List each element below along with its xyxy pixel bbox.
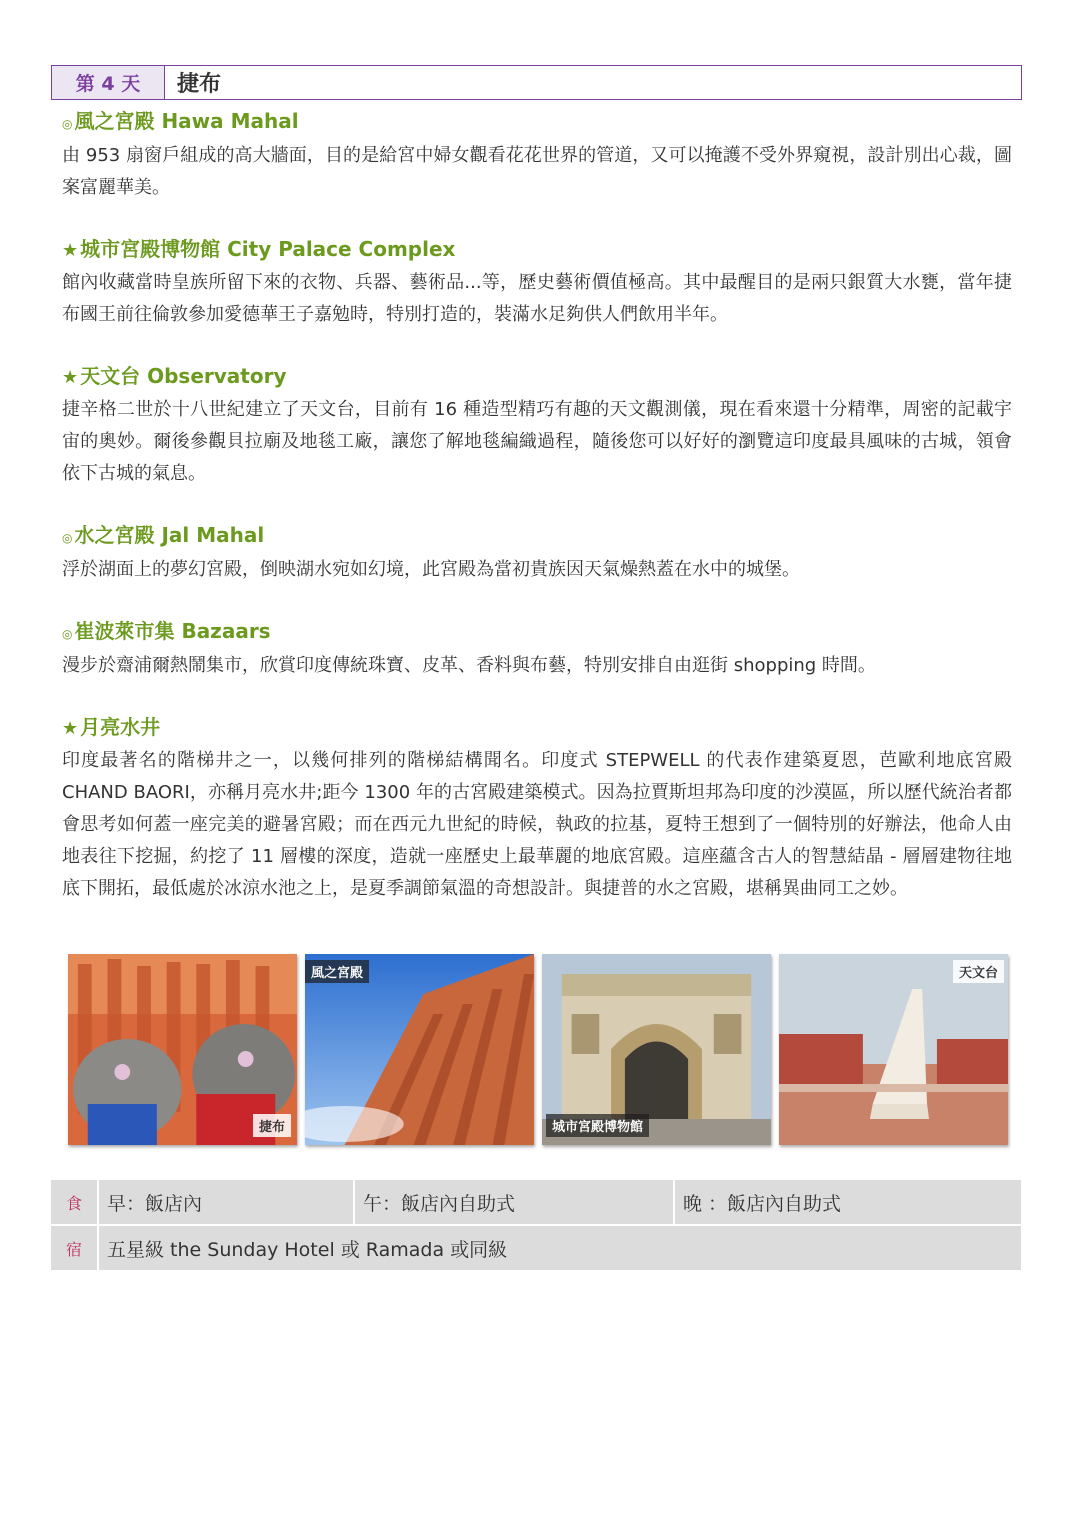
- breakfast-cell: 早：飯店內: [98, 1179, 354, 1225]
- section-title: 崔波萊市集 Bazaars: [74, 619, 271, 643]
- photo-caption: 天文台: [953, 960, 1004, 983]
- section-jal-mahal: [62, 520, 1012, 586]
- meal-lodging-table: [49, 1178, 1023, 1272]
- day-city: 捷布: [177, 72, 222, 97]
- photo-observatory: [779, 954, 1008, 1145]
- photo-hawa-mahal: [305, 954, 534, 1145]
- photo-strip: [68, 954, 1008, 1145]
- lodging-row: [50, 1225, 1022, 1271]
- hotel-cell: 五星級 the Sunday Hotel 或 Ramada 或同級: [98, 1225, 1022, 1271]
- section-bazaars: [62, 616, 1012, 682]
- section-title: 風之宮殿 Hawa Mahal: [74, 109, 299, 133]
- meal-label: 食: [50, 1179, 98, 1225]
- circle-mark-icon: ◎: [62, 627, 73, 641]
- circle-mark-icon: ◎: [62, 531, 73, 545]
- section-body: 漫步於齋浦爾熱鬧集市，欣賞印度傳統珠寶、皮革、香料與布藝，特別安排自由逛街 shopping 時間。: [62, 655, 876, 676]
- section-title: 月亮水井: [80, 715, 161, 739]
- section-title: 天文台 Observatory: [80, 364, 287, 388]
- section-body: 印度最著名的階梯井之一，以幾何排列的階梯結構聞名。印度式 STEPWELL 的代表作建築夏恩，芭歐利地底宮殿 CHAND BAORI，亦稱月亮水井;距今 1300 年的古宮殿建築模式。因為拉賈斯坦邦為印度的沙漠區，所以歷代統治者都會思考如何蓋一座完美的避暑宮殿；而在西元九世紀的時候，執政的拉基，夏特王想到了一個特別的好辦法，他命人由地表往下挖掘，約挖了 11 層樓的深度，造就一座歷史上最華麗的地底宮殿。這座蘊含古人的智慧結晶 - 層層建物往地底下開拓，最低處於冰涼水池之上，是夏季調節氣溫的奇想設計。與捷普的水之宮殿，堪稱異曲同工之妙。: [62, 750, 1012, 899]
- circle-mark-icon: ◎: [62, 117, 73, 131]
- lodging-label: 宿: [50, 1225, 98, 1271]
- section-body: 捷辛格二世於十八世紀建立了天文台，目前有 16 種造型精巧有趣的天文觀測儀，現在看來還十分精準，周密的記載宇宙的奧妙。爾後參觀貝拉廟及地毯工廠，讓您了解地毯編織過程，隨後您可以好好的瀏覽這印度最具風味的古城，領會依下古城的氣息。: [62, 399, 1012, 484]
- day-header: [51, 65, 1022, 100]
- section-body: 浮於湖面上的夢幻宮殿，倒映湖水宛如幻境，此宮殿為當初貴族因天氣燥熱蓋在水中的城堡。: [62, 559, 800, 580]
- photo-elephants: [68, 954, 297, 1145]
- section-title: 城市宮殿博物館 City Palace Complex: [80, 237, 456, 261]
- photo-caption: 城市宮殿博物館: [546, 1114, 649, 1137]
- photo-caption: 捷布: [253, 1114, 291, 1137]
- meal-row: [50, 1179, 1022, 1225]
- section-body: 館內收藏當時皇族所留下來的衣物、兵器、藝術品...等，歷史藝術價值極高。其中最醒目的是兩只銀質大水甕，當年捷布國王前往倫敦參加愛德華王子嘉勉時，特別打造的，裝滿水足夠供人們飲用半年。: [62, 272, 1012, 325]
- photo-caption: 風之宮殿: [305, 960, 369, 983]
- section-body: 由 953 扇窗戶組成的高大牆面，目的是給宮中婦女觀看花花世界的管道，又可以掩護不受外界窺視，設計別出心裁，圖案富麗華美。: [62, 145, 1012, 198]
- section-observatory: [62, 361, 1012, 490]
- dinner-cell: 晚 ：飯店內自助式: [674, 1179, 1022, 1225]
- star-mark-icon: ★: [62, 718, 79, 739]
- star-mark-icon: ★: [62, 240, 79, 261]
- section-title: 水之宮殿 Jal Mahal: [74, 523, 265, 547]
- day-number: 第 4 天: [52, 66, 165, 99]
- section-hawa-mahal: [62, 106, 1012, 204]
- photo-city-palace: [542, 954, 771, 1145]
- attractions: [62, 106, 1012, 935]
- section-stepwell: [62, 712, 1012, 905]
- section-city-palace: [62, 234, 1012, 331]
- star-mark-icon: ★: [62, 367, 79, 388]
- lunch-cell: 午：飯店內自助式: [354, 1179, 674, 1225]
